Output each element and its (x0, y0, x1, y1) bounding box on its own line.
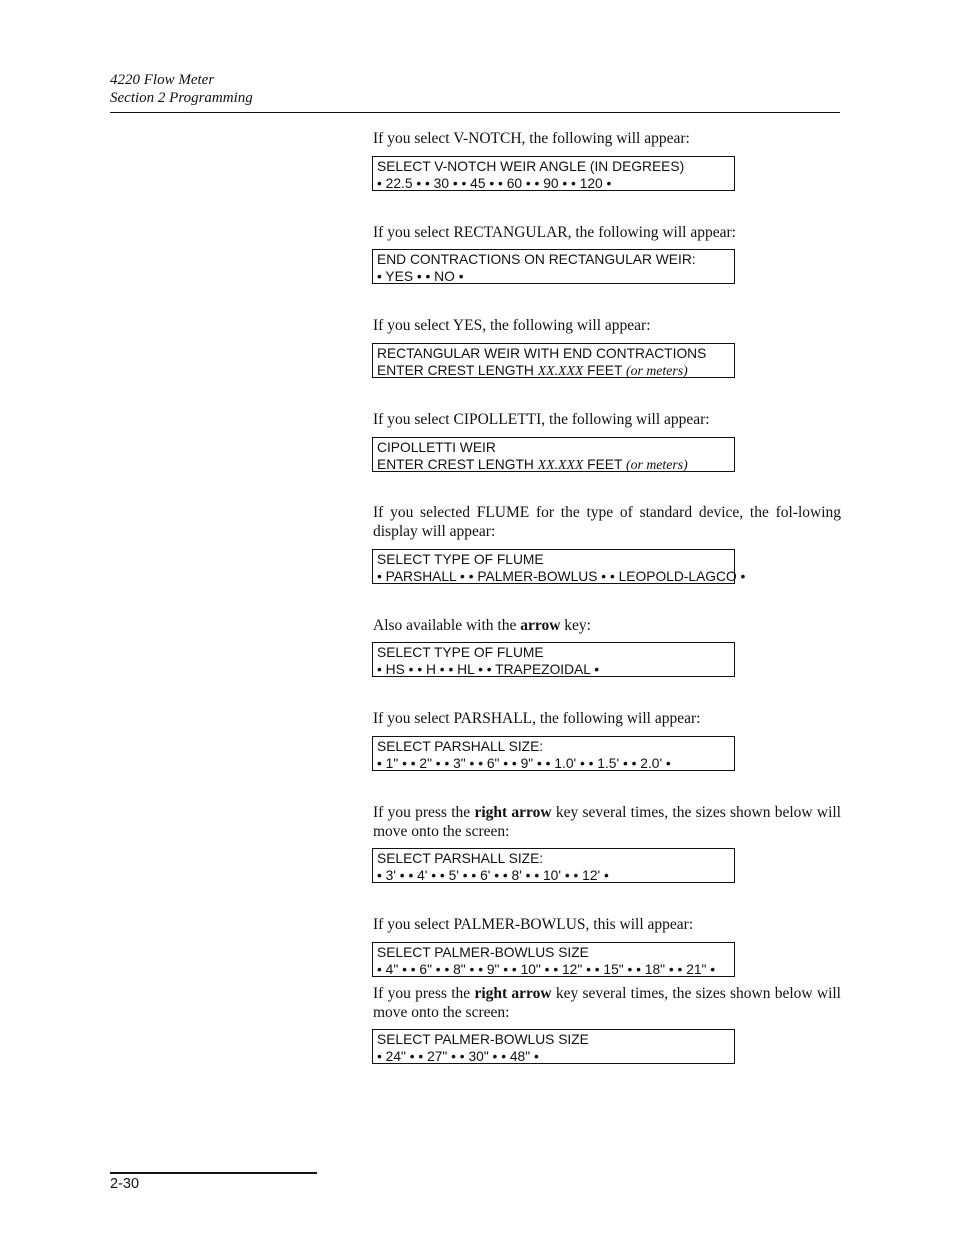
display-line-1: RECTANGULAR WEIR WITH END CONTRACTIONS (377, 346, 707, 361)
key-name: right arrow (474, 804, 552, 821)
display-palmer-bowlus-size-more (372, 1029, 735, 1064)
display-line-2: • 1" • • 2" • • 3" • • 6" • • 9" • • 1.0' • • 1.5' • • 2.0' • (377, 756, 671, 771)
display-line-1: CIPOLLETTI WEIR (377, 440, 496, 455)
running-header (110, 71, 253, 107)
intro-arrow-key (373, 616, 841, 635)
intro-parshall-right-arrow (373, 803, 841, 841)
display-line-1: SELECT TYPE OF FLUME (377, 645, 544, 660)
display-text: FEET (583, 457, 627, 472)
display-line-1: SELECT TYPE OF FLUME (377, 552, 544, 567)
display-text: FEET (583, 363, 627, 378)
value-placeholder: XX.XXX (537, 457, 584, 472)
display-flume-type (372, 549, 746, 584)
display-line-1: END CONTRACTIONS ON RECTANGULAR WEIR: (377, 252, 696, 267)
intro-palmer-bowlus-right-arrow (373, 984, 841, 1022)
intro-text: key: (560, 617, 591, 634)
display-line-1: SELECT PARSHALL SIZE: (377, 851, 544, 866)
display-rectangular-crest-length (372, 343, 735, 378)
intro-text: key several times, the sizes shown below will move onto the screen: (373, 804, 841, 840)
display-cipolletti-crest-length (372, 437, 735, 472)
intro-text: If you press the (373, 985, 475, 1002)
display-text: ENTER CREST LENGTH (377, 457, 538, 472)
display-line-2 (377, 362, 734, 379)
intro-v-notch: If you select V-NOTCH, the following will appear: (373, 130, 690, 147)
display-line-1: SELECT PALMER-BOWLUS SIZE (377, 945, 589, 960)
display-line-2: • 24" • • 27" • • 30" • • 48" • (377, 1049, 539, 1064)
unit-note: (or meters) (626, 457, 688, 472)
display-line-1: SELECT V-NOTCH WEIR ANGLE (IN DEGREES) (377, 159, 685, 174)
display-line-2: • 22.5 • • 30 • • 45 • • 60 • • 90 • • 120 • (377, 176, 612, 191)
intro-yes: If you select YES, the following will appear: (373, 317, 651, 334)
display-line-2 (377, 456, 734, 473)
intro-rectangular: If you select RECTANGULAR, the following will appear: (373, 224, 736, 241)
display-line-2: • PARSHALL • • PALMER-BOWLUS • • LEOPOLD-LAGCO • (377, 569, 746, 584)
intro-text: Also available with the (373, 617, 521, 634)
display-v-notch-angle (372, 156, 735, 191)
header-rule (110, 112, 840, 113)
value-placeholder: XX.XXX (537, 363, 584, 378)
display-palmer-bowlus-size (372, 942, 735, 977)
intro-flume: If you selected FLUME for the type of standard device, the fol-lowing display will appear: (373, 504, 841, 540)
display-flume-type-more (372, 642, 735, 677)
display-line-2: • 4" • • 6" • • 8" • • 9" • • 10" • • 12" • • 15" • • 18" • • 21" • (377, 962, 716, 977)
page-number: 2-30 (110, 1176, 140, 1192)
intro-parshall: If you select PARSHALL, the following will appear: (373, 710, 701, 727)
display-line-1: SELECT PALMER-BOWLUS SIZE (377, 1032, 589, 1047)
intro-palmer-bowlus: If you select PALMER-BOWLUS, this will appear: (373, 916, 694, 933)
key-name: arrow (520, 617, 561, 634)
unit-note: (or meters) (626, 363, 688, 378)
intro-cipolletti: If you select CIPOLLETTI, the following will appear: (373, 411, 710, 428)
display-line-1: SELECT PARSHALL SIZE: (377, 739, 544, 754)
key-name: right arrow (474, 985, 552, 1002)
display-end-contractions (372, 249, 735, 284)
display-parshall-size (372, 736, 735, 771)
footer-rule (110, 1172, 317, 1174)
display-parshall-size-more (372, 848, 735, 883)
header-section: Section 2 Programming (110, 90, 253, 106)
header-title: 4220 Flow Meter (110, 72, 215, 88)
intro-text: key several times, the sizes shown below will move onto the screen: (373, 985, 841, 1021)
intro-text: If you press the (373, 804, 475, 821)
display-line-2: • HS • • H • • HL • • TRAPEZOIDAL • (377, 662, 600, 677)
display-line-2: • 3' • • 4' • • 5' • • 6' • • 8' • • 10' • • 12' • (377, 868, 609, 883)
display-line-2: • YES • • NO • (377, 269, 464, 284)
display-text: ENTER CREST LENGTH (377, 363, 538, 378)
